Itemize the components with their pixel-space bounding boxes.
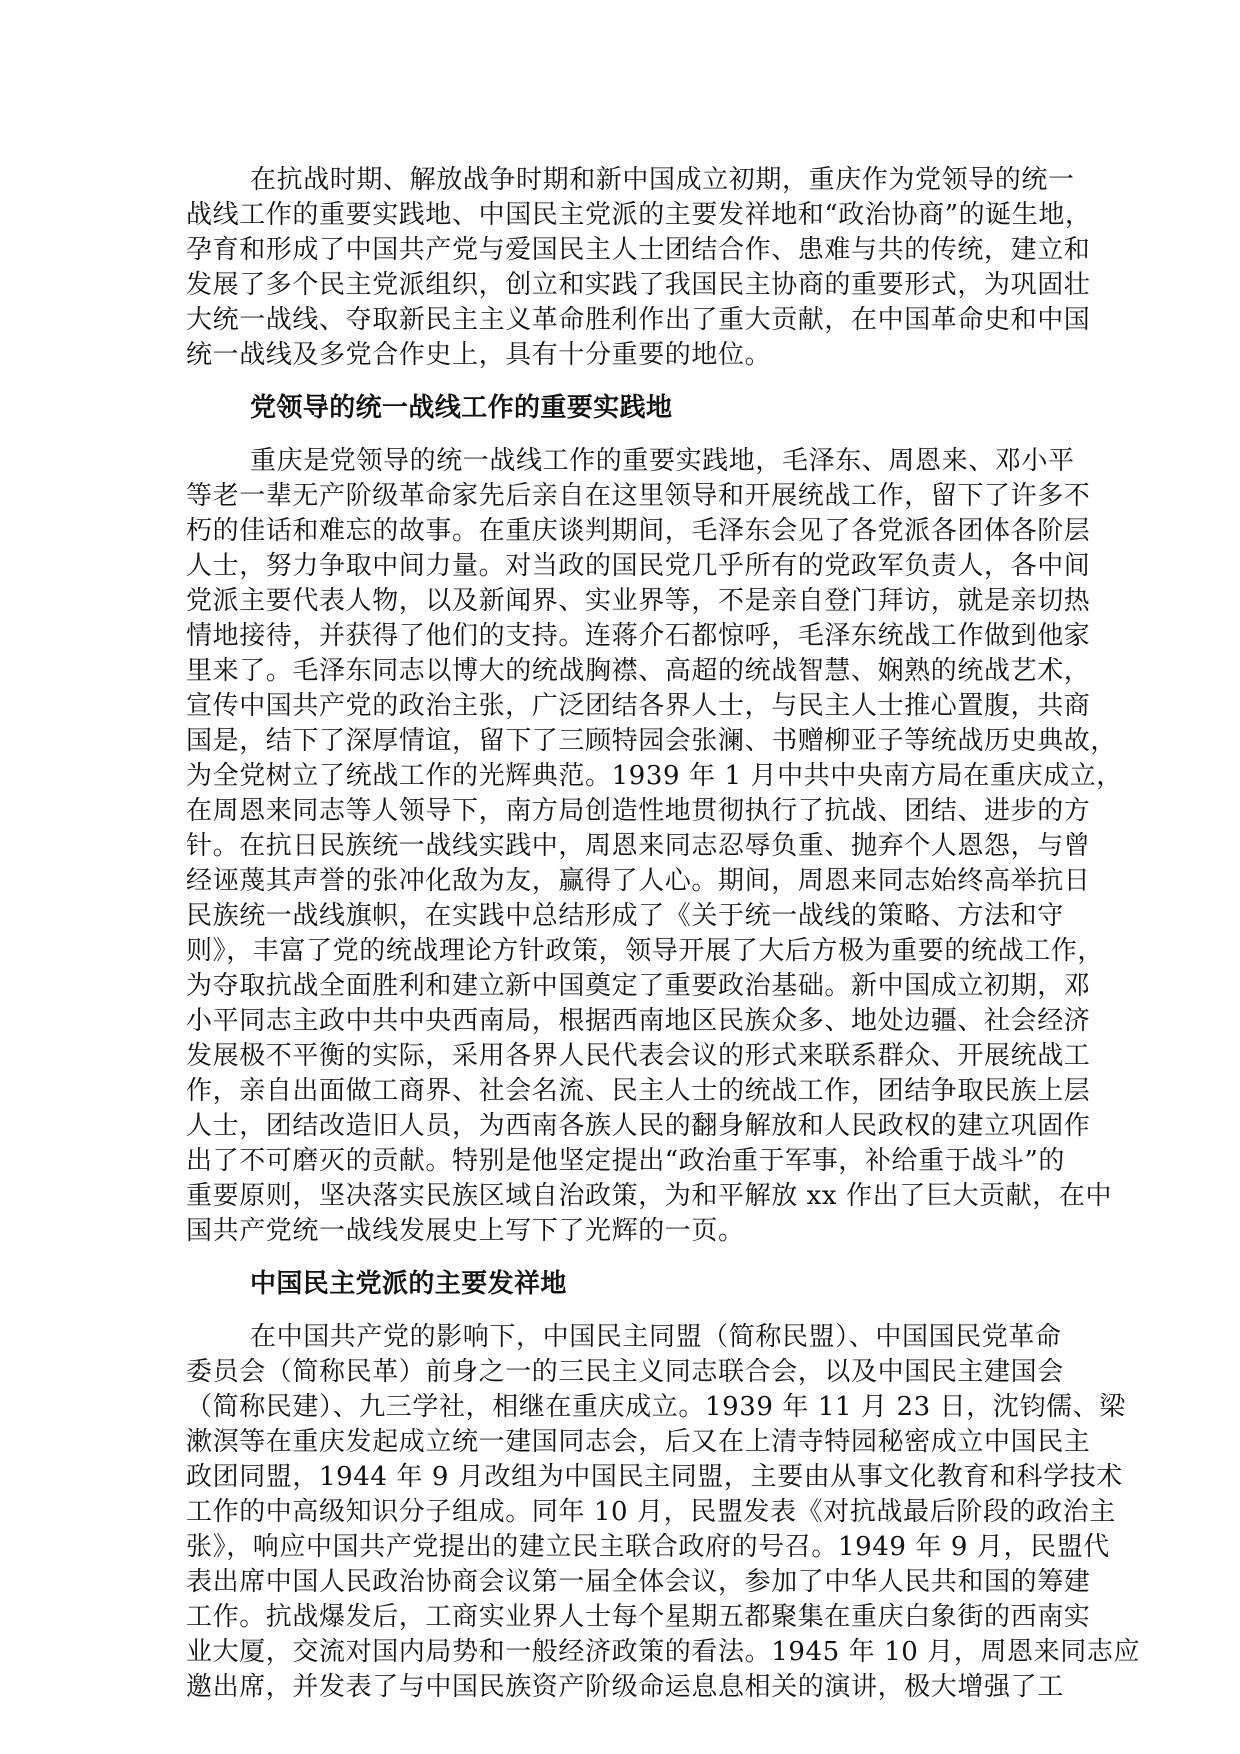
paragraph-line: 情地接待，并获得了他们的支持。连蒋介石都惊呼，毛泽东统战工作做到他家 bbox=[186, 621, 1091, 651]
paragraph-line: 党派主要代表人物，以及新闻界、实业界等，不是亲自登门拜访，就是亲切热 bbox=[186, 586, 1091, 616]
paragraph-line: 在周恩来同志等人领导下，南方局创造性地贯彻执行了抗战、团结、进步的方 bbox=[186, 796, 1091, 826]
paragraph-line: 宣传中国共产党的政治主张，广泛团结各界人士，与民主人士推心置腹，共商 bbox=[186, 691, 1091, 721]
paragraph-line: 表出席中国人民政治协商会议第一届全体会议，参加了中华人民共和国的筹建 bbox=[186, 1567, 1091, 1597]
paragraph-line: 张》，响应中国共产党提出的建立民主联合政府的号召。1949 年 9 月，民盟代 bbox=[186, 1532, 1110, 1562]
paragraph-line: 业大厦，交流对国内局势和一般经济政策的看法。1945 年 10 月，周恩来同志应 bbox=[186, 1637, 1141, 1667]
paragraph-line: 发展了多个民主党派组织，创立和实践了我国民主协商的重要形式，为巩固壮 bbox=[186, 270, 1091, 300]
section-paragraph-democratic-parties-birthplace bbox=[186, 1320, 1141, 1705]
paragraph-line: 人士，团结改造旧人员，为西南各族人民的翻身解放和人民政权的建立巩固作 bbox=[186, 1111, 1091, 1141]
section-paragraph-united-front-practice bbox=[186, 444, 1123, 1249]
paragraph-line: 工作的中高级知识分子组成。同年 10 月，民盟发表《对抗战最后阶段的政治主 bbox=[186, 1497, 1116, 1527]
paragraph-line: 国是，结下了深厚情谊，留下了三顾特园会张澜、书赠柳亚子等统战历史典故， bbox=[186, 726, 1118, 756]
paragraph-line: 重要原则，坚决落实民族区域自治政策，为和平解放 xx 作出了巨大贡献，在中 bbox=[186, 1181, 1113, 1211]
paragraph-line: 发展极不平衡的实际，采用各界人民代表会议的形式来联系群众、开展统战工 bbox=[186, 1041, 1091, 1071]
paragraph-line: 小平同志主政中共中央西南局，根据西南地区民族众多、地处边疆、社会经济 bbox=[186, 1006, 1091, 1036]
paragraph-line: 政团同盟，1944 年 9 月改组为中国民主同盟，主要由从事文化教育和科学技术 bbox=[186, 1462, 1123, 1492]
paragraph-line: 孕育和形成了中国共产党与爱国民主人士团结合作、患难与共的传统，建立和 bbox=[186, 235, 1091, 265]
paragraph-line: 作，亲自出面做工商界、社会名流、民主人士的统战工作，团结争取民族上层 bbox=[186, 1076, 1091, 1106]
paragraph-line: 工作。抗战爆发后，工商实业界人士每个星期五都聚集在重庆白象街的西南实 bbox=[186, 1602, 1091, 1632]
paragraph-line: 邀出席，并发表了与中国民族资产阶级命运息息相关的演讲，极大增强了工 bbox=[186, 1672, 1064, 1702]
paragraph-line: 朽的佳话和难忘的故事。在重庆谈判期间，毛泽东会见了各党派各团体各阶层 bbox=[186, 516, 1091, 546]
paragraph-line: 人士，努力争取中间力量。对当政的国民党几乎所有的党政军负责人，各中间 bbox=[186, 551, 1091, 581]
paragraph-line: 等老一辈无产阶级革命家先后亲自在这里领导和开展统战工作，留下了许多不 bbox=[186, 481, 1091, 511]
section-heading-democratic-parties-birthplace: 中国民主党派的主要发祥地 bbox=[250, 1269, 567, 1299]
paragraph-line: 里来了。毛泽东同志以博大的统战胸襟、高超的统战智慧、娴熟的统战艺术， bbox=[186, 656, 1091, 686]
paragraph-line: （简称民建）、九三学社，相继在重庆成立。1939 年 11 月 23 日，沈钧儒、梁 bbox=[186, 1392, 1126, 1422]
section-heading-united-front-practice: 党领导的统一战线工作的重要实践地 bbox=[250, 393, 673, 423]
paragraph-line: 则》，丰富了党的统战理论方针政策，领导开展了大后方极为重要的统战工作， bbox=[186, 936, 1105, 966]
paragraph-line: 重庆是党领导的统一战线工作的重要实践地，毛泽东、周恩来、邓小平 bbox=[250, 446, 1075, 476]
paragraph-line: 大统一战线、夺取新民主主义革命胜利作出了重大贡献，在中国革命史和中国 bbox=[186, 305, 1091, 335]
paragraph-line: 为全党树立了统战工作的光辉典范。1939 年 1 月中共中央南方局在重庆成立， bbox=[186, 761, 1123, 791]
paragraph-line: 漱溟等在重庆发起成立统一建国同志会，后又在上清寺特园秘密成立中国民主 bbox=[186, 1427, 1091, 1457]
paragraph-line: 在中国共产党的影响下，中国民主同盟（简称民盟）、中国国民党革命 bbox=[250, 1322, 1062, 1352]
paragraph-line: 委员会（简称民革）前身之一的三民主义同志联合会，以及中国民主建国会 bbox=[186, 1357, 1064, 1387]
paragraph-line: 国共产党统一战线发展史上写下了光辉的一页。 bbox=[186, 1216, 745, 1246]
paragraph-line: 出了不可磨灭的贡献。特别是他坚定提出“政治重于军事，补给重于战斗”的 bbox=[186, 1146, 1065, 1176]
document-page bbox=[186, 163, 1141, 1723]
paragraph-line: 为夺取抗战全面胜利和建立新中国奠定了重要政治基础。新中国成立初期，邓 bbox=[186, 971, 1091, 1001]
intro-paragraph bbox=[186, 163, 1092, 373]
paragraph-line: 针。在抗日民族统一战线实践中，周恩来同志忍辱负重、抛弃个人恩怨，与曾 bbox=[186, 831, 1091, 861]
paragraph-line: 在抗战时期、解放战争时期和新中国成立初期，重庆作为党领导的统一 bbox=[250, 165, 1075, 195]
paragraph-line: 民族统一战线旗帜，在实践中总结形成了《关于统一战线的策略、方法和守 bbox=[186, 901, 1064, 931]
paragraph-line: 战线工作的重要实践地、中国民主党派的主要发祥地和“政治协商”的诞生地， bbox=[186, 200, 1092, 230]
paragraph-line: 统一战线及多党合作史上，具有十分重要的地位。 bbox=[186, 340, 772, 370]
paragraph-line: 经诬蔑其声誉的张冲化敌为友，赢得了人心。期间，周恩来同志始终高举抗日 bbox=[186, 866, 1091, 896]
